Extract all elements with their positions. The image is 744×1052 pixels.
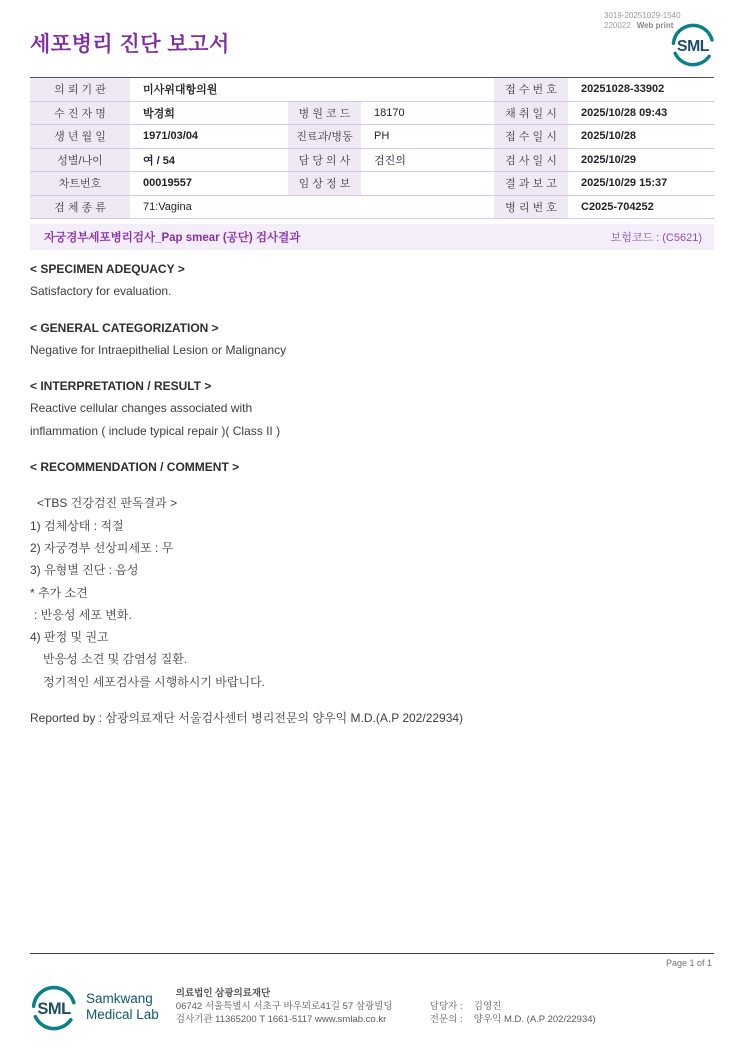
section-heading: < SPECIMEN ADEQUACY > [30,262,185,276]
report-body [30,258,714,729]
cell-label: 채 취 일 시 [494,102,568,125]
cell-value: 18170 [374,106,405,119]
page-title: 세포병리 진단 보고서 [30,33,230,56]
cell-label: 차트번호 [30,172,130,195]
contact-label: 담당자 : [429,1001,463,1012]
reported-by-line: Reported by : 삼광의료재단 서울검사센터 병리전문의 양우익 M.D.(A.P 202/22934) [30,711,464,726]
svg-text:SML: SML [37,1000,71,1018]
table-row [30,149,714,173]
exam-section-header [30,224,714,250]
report-line: 정기적인 세포검사를 시행하시기 바랍니다. [43,674,265,689]
lab-org-name: 의료법인 삼광의료재단 [175,988,271,999]
sml-logo-icon [30,984,78,1032]
cell-value: 2025/10/28 09:43 [581,106,668,119]
contact-value: 김영진 [473,1001,502,1012]
table-row [30,78,714,102]
report-line: 2) 자궁경부 선상피세포 : 무 [30,540,174,555]
lab-registration: 검사기관 11365200 T 1661-5117 www.smlab.co.kr [175,1014,387,1025]
cell-value: 1971/03/04 [143,130,199,143]
cell-value: 20251028-33902 [581,83,665,96]
contact-row [430,1000,596,1013]
cell-value: 박경희 [143,107,175,120]
contact-value: 양우익 M.D. (A.P 202/22934) [473,1014,596,1025]
lab-address: 06742 서울특별시 서초구 바우뫼로41길 57 삼광빌딩 [175,1001,393,1012]
print-code-line2: 220022 Web print [604,21,674,30]
lab-address-block [176,984,416,1026]
report-line: <TBS 건강검진 판독결과 > [37,496,178,511]
cell-value: C2025-704252 [581,200,654,213]
footer [30,984,596,1032]
cell-value: 2025/10/28 [581,130,637,143]
lab-brand-name: Samkwang Medical Lab [86,991,159,1022]
svg-text:SML: SML [677,37,709,55]
print-code-line1: 3019-20251029-1540 [604,11,681,20]
report-line: 1) 검체상태 : 적절 [30,518,124,533]
report-line: : 반응성 세포 변화. [34,607,132,622]
cell-label: 생 년 월 일 [30,125,130,148]
cell-label: 병 원 코 드 [288,102,361,125]
section-heading: < RECOMMENDATION / COMMENT > [30,460,240,475]
cell-label: 담 당 의 사 [288,149,361,172]
cell-value: 검진의 [374,154,406,167]
report-line: * 추가 소견 [30,585,88,600]
cell-label: 수 진 자 명 [30,102,130,125]
cell-label: 병 리 번 호 [494,196,568,219]
cell-label: 의 뢰 기 관 [30,78,130,101]
report-line: 반응성 소견 및 감염성 질환. [43,652,188,667]
cell-value: 00019557 [143,177,192,190]
cell-label: 검 체 종 류 [30,196,130,219]
cell-value: 2025/10/29 15:37 [581,177,668,190]
table-row [30,196,714,220]
cell-value: PH [374,130,390,143]
footer-contacts [430,984,596,1026]
cell-value: 2025/10/29 [581,153,637,166]
cell-label: 검 사 일 시 [494,149,568,172]
footer-divider [30,953,714,954]
report-line: Negative for Intraepithelial Lesion or Malignancy [30,342,287,357]
contact-row [430,1013,596,1026]
report-line: 4) 판정 및 권고 [30,630,109,645]
table-row [30,125,714,149]
cell-value: 미사위대항의원 [143,84,218,97]
exam-title: 자궁경부세포병리검사_Pap smear (공단) 검사결과 [44,232,301,244]
cell-label: 성별/나이 [30,149,130,172]
cell-value [361,172,491,195]
report-line: Satisfactory for evaluation. [30,284,172,299]
cell-value: 여 / 54 [143,154,176,167]
web-print-label: Web print [636,21,674,30]
page-indicator: Page 1 of 1 [665,958,712,968]
cell-label: 진료과/병동 [288,125,361,148]
insurance-code: 보험코드 : (C5621) [610,232,702,244]
patient-info-table [30,77,714,219]
report-line: inflammation ( include typical repair )( Class II ) [30,423,281,438]
table-row [30,102,714,126]
cell-value: 71:Vagina [143,200,192,213]
contact-label: 전문의 : [429,1014,463,1025]
table-row [30,172,714,196]
report-line: Reactive cellular changes associated with [30,401,253,416]
sml-logo-icon [670,22,716,68]
section-heading: < GENERAL CATEGORIZATION > [30,320,219,335]
section-heading: < INTERPRETATION / RESULT > [30,379,212,394]
report-line: 3) 유형별 진단 : 음성 [30,563,139,578]
cell-label: 결 과 보 고 [494,172,568,195]
cell-label: 임 상 정 보 [288,172,361,195]
cell-label: 접 수 번 호 [494,78,568,101]
cell-label: 접 수 일 시 [494,125,568,148]
